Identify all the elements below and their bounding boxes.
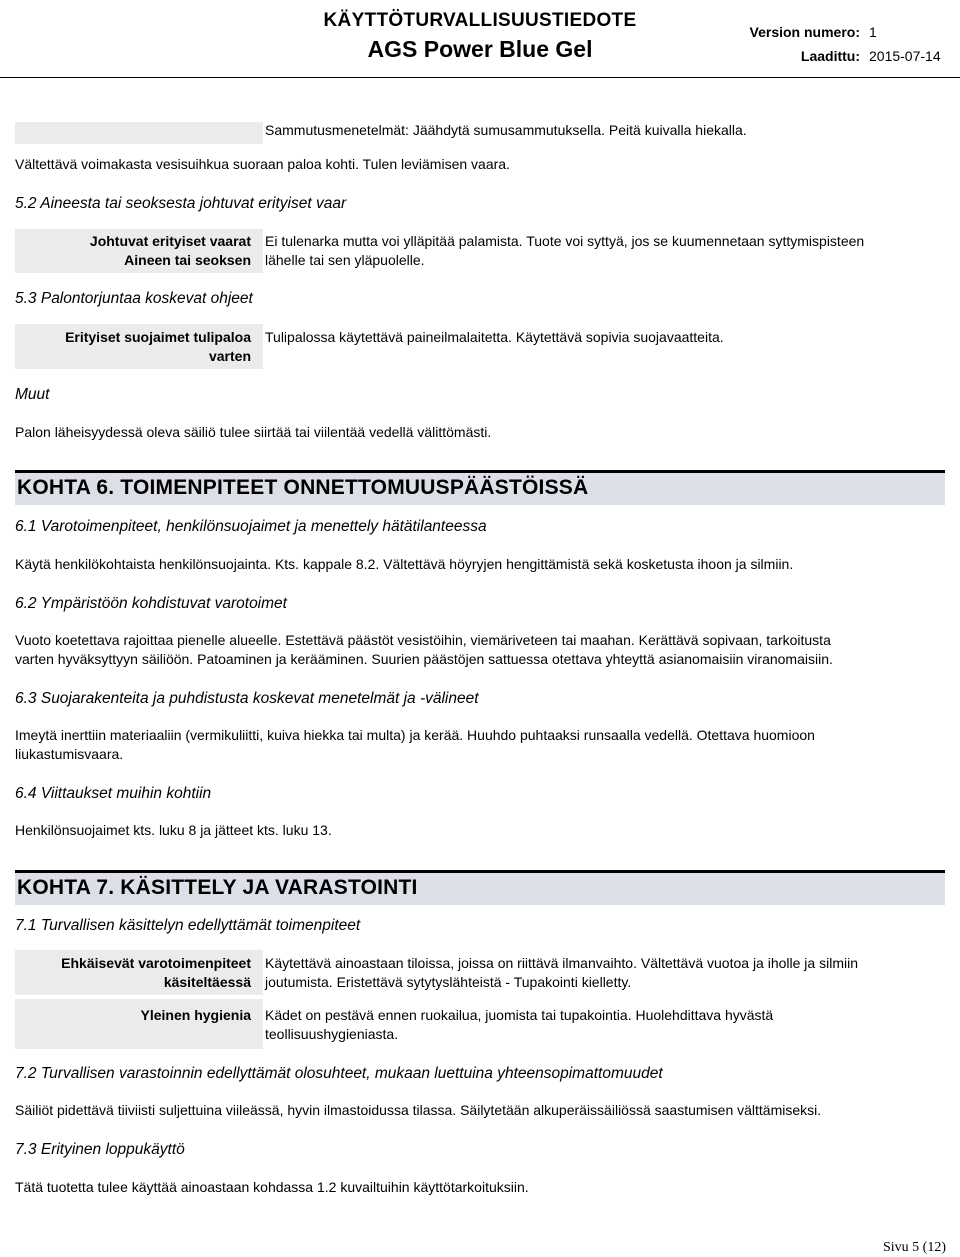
s73-heading: 7.3 Erityinen loppukäyttö (15, 1141, 185, 1158)
avoid-text: Vältettävä voimakasta vesisuihkua suoraan paloa kohti. Tulen leviämisen vaara. (15, 156, 510, 172)
page-number: Sivu 5 (12) (883, 1240, 946, 1255)
s71-label-cell-2 (15, 999, 263, 1049)
s53-label-cell (15, 324, 263, 369)
extinguish-text: Sammutusmenetelmät: Jäähdytä sumusammutuksella. Peitä kuivalla hiekalla. (265, 122, 747, 138)
s52-heading: 5.2 Aineesta tai seoksesta johtuvat erityiset vaar (15, 195, 347, 212)
s52-label-1: Johtuvat erityiset vaarat (89, 233, 251, 249)
muut-text: Palon läheisyydessä oleva säiliö tulee siirtää tai viilentää vedellä välittömästi. (15, 424, 492, 440)
s71-text-1b: joutumista. Eristettävä sytytyslähteistä - Tupakointi kielletty. (265, 974, 632, 990)
s72-text: Säiliöt pidettävä tiiviisti suljettuina viileässä, hyvin ilmastoidussa tilassa. Säilytetään alkuperäissäiliössä saastumisen välttämiseksi. (15, 1102, 822, 1118)
header-divider (0, 77, 960, 78)
s71-label-1b: käsiteltäessä (163, 974, 251, 990)
s71-heading: 7.1 Turvallisen käsittelyn edellyttämät toimenpiteet (15, 917, 361, 934)
s62-heading: 6.2 Ympäristöön kohdistuvat varotoimet (15, 595, 287, 612)
s52-label-cell (15, 229, 263, 273)
section6-title-bar (15, 470, 945, 505)
s64-heading: 6.4 Viittaukset muihin kohtiin (15, 785, 212, 802)
s73-text: Tätä tuotetta tulee käyttää ainoastaan kohdassa 1.2 kuvailtuihin käyttötarkoituksiin. (15, 1179, 529, 1195)
s71-label-2: Yleinen hygienia (140, 1007, 251, 1023)
section7-title: KOHTA 7. KÄSITTELY JA VARASTOINTI (17, 876, 418, 899)
s63-heading: 6.3 Suojarakenteita ja puhdistusta koskevat menetelmät ja -välineet (15, 690, 479, 707)
date-label: Laadittu: (800, 48, 860, 64)
s53-label-1: Erityiset suojaimet tulipaloa (65, 329, 251, 345)
section6-title: KOHTA 6. TOIMENPITEET ONNETTOMUUSPÄÄSTÖISSÄ (17, 476, 589, 499)
version-value: 1 (869, 24, 877, 40)
s52-text-2: lähelle tai sen yläpuolelle. (265, 252, 425, 268)
muut-heading: Muut (15, 386, 50, 403)
document-title: KÄYTTÖTURVALLISUUSTIEDOTE (323, 10, 637, 31)
s52-label-2: Aineen tai seoksen (124, 252, 251, 268)
version-label: Version numero: (749, 24, 860, 40)
s71-text-1a: Käytettävä ainoastaan tiloissa, joissa on riittävä ilmanvaihto. Vältettävä vuotoa ja iholle ja silmiin (265, 955, 858, 971)
section7-title-bar (15, 870, 945, 905)
s53-heading: 5.3 Palontorjuntaa koskevat ohjeet (15, 290, 253, 307)
s53-text: Tulipalossa käytettävä paineilmalaitetta. Käytettävä sopivia suojavaatteita. (265, 329, 724, 345)
date-value: 2015-07-14 (869, 48, 941, 64)
product-name: AGS Power Blue Gel (367, 36, 593, 62)
s71-label-cell-1 (15, 950, 263, 995)
s53-label-2: varten (208, 348, 251, 364)
s72-heading: 7.2 Turvallisen varastoinnin edellyttämät olosuhteet, mukaan luettuina yhteensopimattomuudet (15, 1065, 663, 1082)
s61-heading: 6.1 Varotoimenpiteet, henkilönsuojaimet ja menettely hätätilanteessa (15, 518, 487, 535)
s71-text-2a: Kädet on pestävä ennen ruokailua, juomista tai tupakointia. Huolehdittava hyvästä (265, 1007, 774, 1023)
s71-text-2b: teollisuushygieniasta. (265, 1026, 399, 1042)
s64-text: Henkilönsuojaimet kts. luku 8 ja jätteet kts. luku 13. (15, 822, 332, 838)
s63-text-2: liukastumisvaara. (15, 746, 124, 762)
s63-text-1: Imeytä inerttiin materiaaliin (vermikuliitti, kuiva hiekka tai multa) ja kerää. Huuhdo puhtaaksi runsaalla vedellä. Otettava huomioon (15, 727, 815, 743)
s61-text: Käytä henkilökohtaista henkilönsuojainta. Kts. kappale 8.2. Vältettävä höyryjen hengittämistä sekä kosketusta ihoon ja silmiin. (15, 556, 794, 572)
s62-text-1: Vuoto koetettava rajoittaa pienelle alueelle. Estettävä päästöt vesistöihin, viemäriveteen tai maahan. Kerättävä sopivaan, tarkoitusta (15, 632, 831, 648)
s71-label-1a: Ehkäisevät varotoimenpiteet (61, 955, 251, 971)
extinguish-label-cell (15, 122, 263, 144)
s52-text-1: Ei tulenarka mutta voi ylläpitää palamista. Tuote voi syttyä, jos se kuumennetaan syttymispisteen (265, 233, 865, 249)
s62-text-2: varten hyväksyttyyn säiliöön. Patoaminen ja kerääminen. Suurien päästöjen sattuessa otettava yhteyttä asianomaisiin viranomaisiin. (15, 651, 833, 667)
